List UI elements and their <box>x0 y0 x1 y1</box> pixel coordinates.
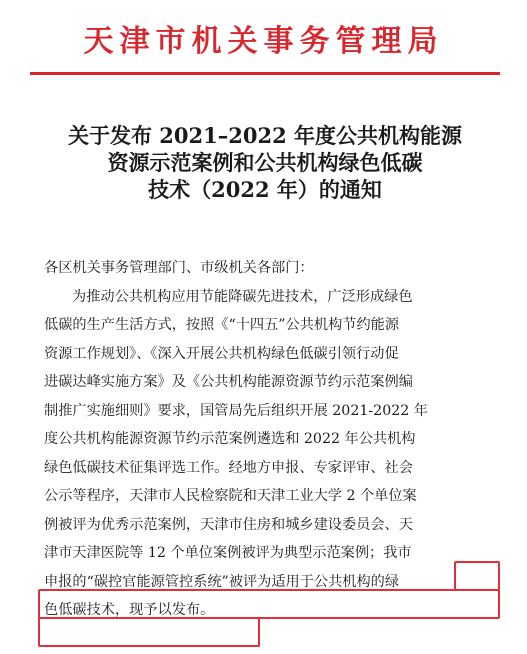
title-line: 技术（2022 年）的通知 <box>148 177 382 202</box>
red-header-rule <box>30 72 500 75</box>
body-line: 例被评为优秀示范案例，天津市住房和城乡建设委员会、天 <box>44 516 413 533</box>
body-line: 低碳的生产生活方式，按照《“十四五”公共机构节约能源 <box>44 317 400 333</box>
title-line: 资源示范案例和公共机构绿色低碳 <box>107 150 423 175</box>
body-line: 进碳达峰实施方案》及《公共机构能源资源节约示范案例编 <box>44 374 413 390</box>
body-line: 绿色低碳技术征集评选工作。经地方申报、专家评审、社会 <box>44 459 413 476</box>
highlight-box-part2 <box>38 589 500 619</box>
highlight-box-part1 <box>454 561 500 591</box>
body-line: 资源工作规划》、《深入开展公共机构绿色低碳引领行动促 <box>44 345 399 362</box>
body-line: 公示等程序，天津市人民检察院和天津工业大学 2 个单位案 <box>44 488 417 504</box>
notice-title <box>40 122 490 203</box>
highlight-box-part3 <box>38 617 260 647</box>
body-line: 申报的“碳控官能源管控系统”被评为适用于公共机构的绿 <box>44 573 400 590</box>
agency-letterhead: 天津市机关事务管理局 <box>83 24 444 59</box>
title-line: 关于发布 2021–2022 年度公共机构能源 <box>67 123 462 148</box>
notice-body <box>44 254 494 625</box>
body-line: 津市天津医院等 12 个单位案例被评为典型示范案例；我市 <box>44 545 412 561</box>
body-line: 为推动公共机构应用节能降碳先进技术，广泛形成绿色 <box>72 288 413 305</box>
salutation: 各区机关事务管理部门、市级机关各部门： <box>44 260 314 276</box>
body-line: 度公共机构能源资源节约示范案例遴选和 2022 年公共机构 <box>44 431 416 447</box>
body-line: 色低碳技术，现予以发布。 <box>44 602 215 618</box>
body-line: 制推广实施细则》要求，国管局先后组织开展 2021-2022 年 <box>44 402 428 419</box>
